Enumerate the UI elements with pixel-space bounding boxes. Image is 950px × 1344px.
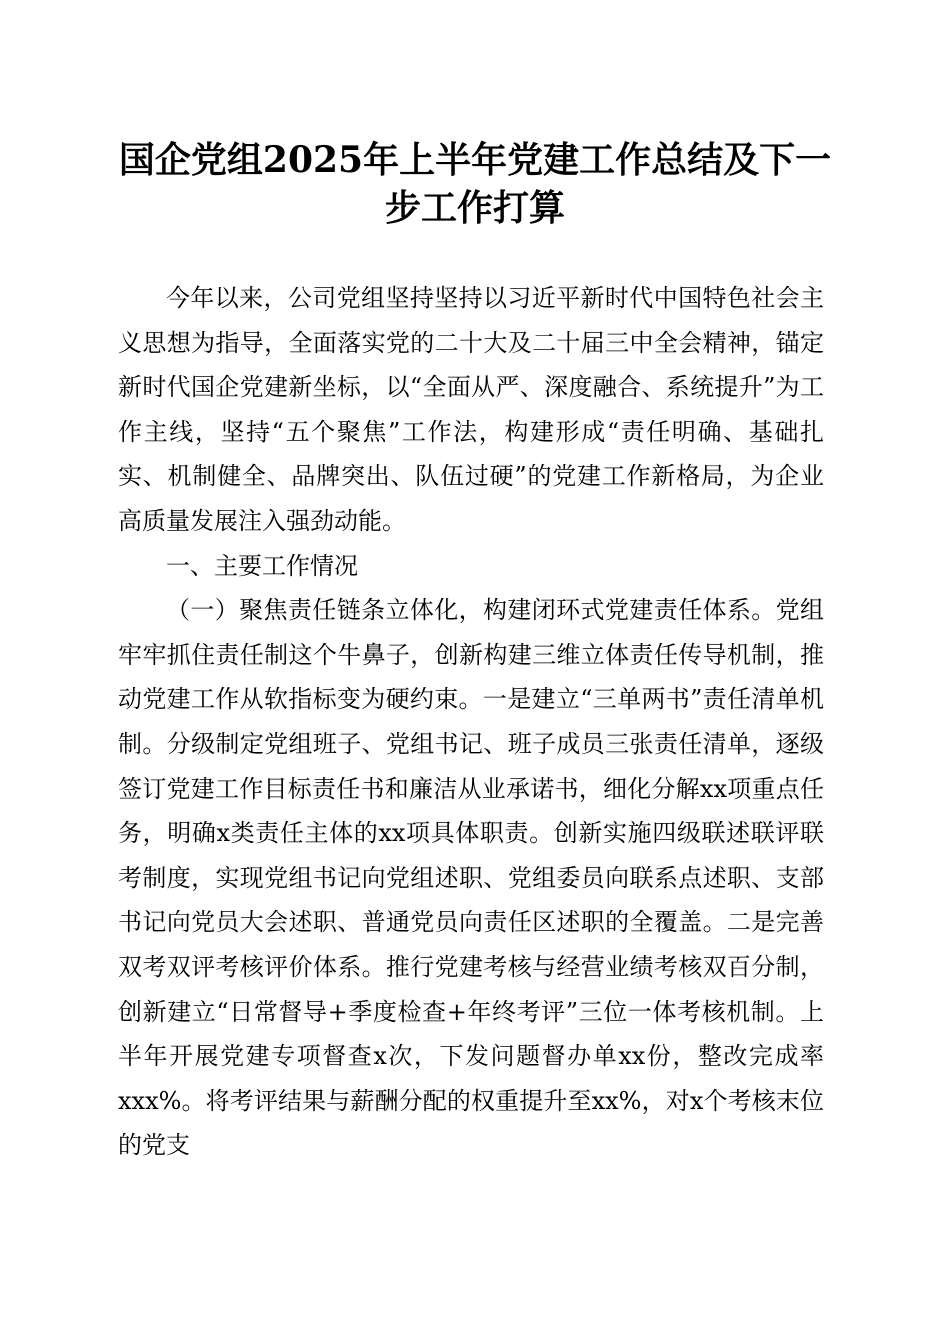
document-body [118, 276, 824, 1168]
intro-paragraph: 今年以来，公司党组坚持坚持以习近平新时代中国特色社会主义思想为指导，全面落实党的二十大及二十届三中全会精神，锚定新时代国企党建新坐标，以“全面从严、深度融合、系统提升”为工作主线，坚持“五个聚焦”工作法，构建形成“责任明确、基础扎实、机制健全、品牌突出、队伍过硬”的党建工作新格局，为企业高质量发展注入强劲动能。 [118, 284, 824, 535]
section-heading: 一、主要工作情况 [166, 551, 358, 580]
subsection-paragraph: （一）聚焦责任链条立体化，构建闭环式党建责任体系。党组牢牢抓住责任制这个牛鼻子，创新构建三维立体责任传导机制，推动党建工作从软指标变为硬约束。一是建立“三单两书”责任清单机制。分级制定党组班子、党组书记、班子成员三张责任清单，逐级签订党建工作目标责任书和廉洁从业承诺书，细化分解xx项重点任务，明确x类责任主体的xx项具体职责。创新实施四级联述联评联考制度，实现党组书记向党组述职、党组委员向联系点述职、支部书记向党员大会述职、普通党员向责任区述职的全覆盖。二是完善双考双评考核评价体系。推行党建考核与经营业绩考核双百分制，创新建立“日常督导+季度检查+年终考评”三位一体考核机制。上半年开展党建专项督查x次，下发问题督办单xx份，整改完成率xxx%。将考评结果与薪酬分配的权重提升至xx%，对x个考核末位的党支 [118, 596, 824, 1160]
document-title: 国企党组2025年上半年党建工作总结及下一步工作打算 [118, 139, 832, 229]
